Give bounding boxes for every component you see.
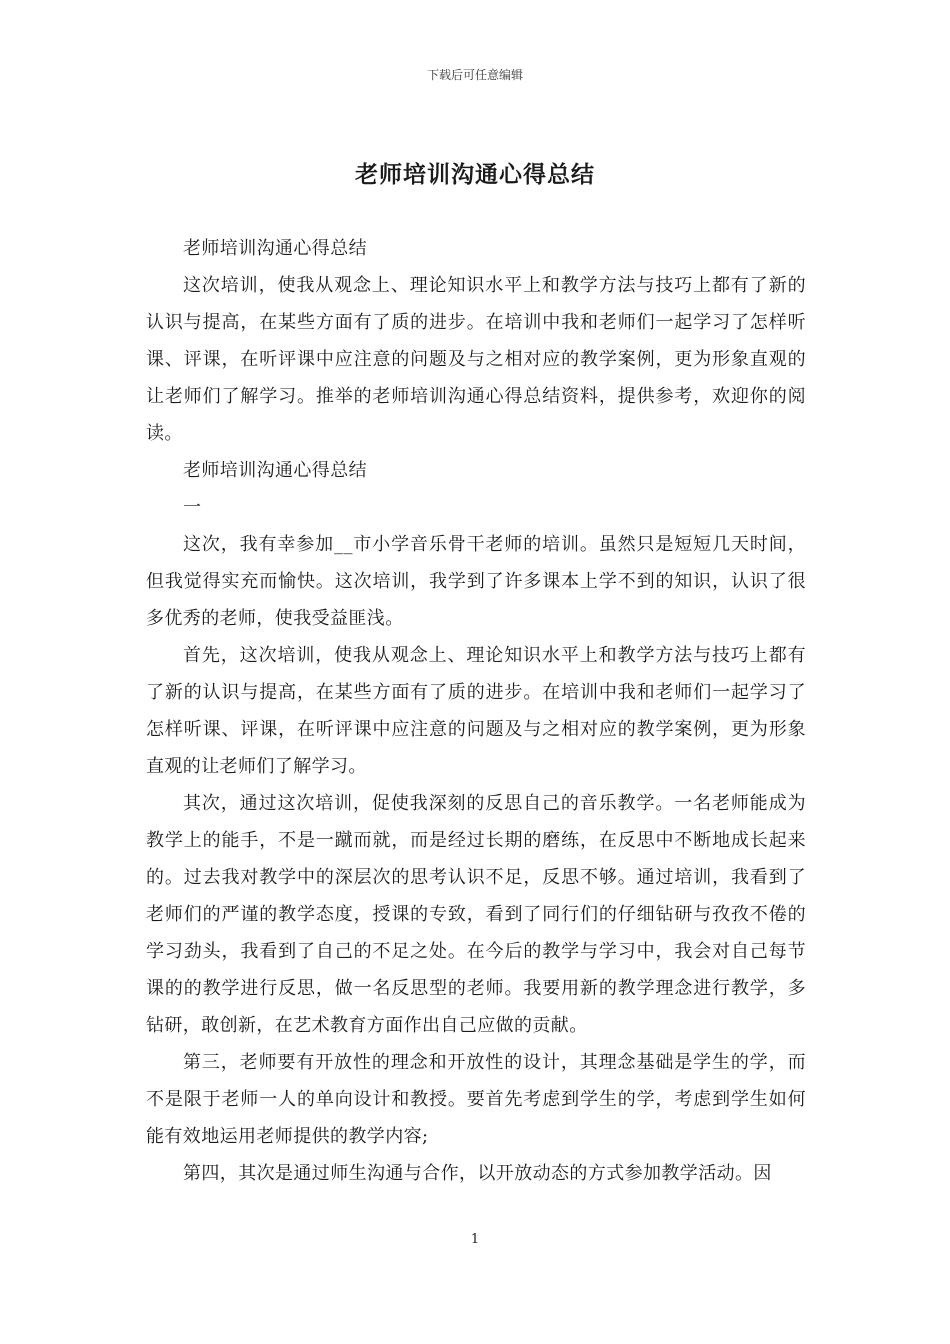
paragraph: 这次培训，使我从观念上、理论知识水平上和教学方法与技巧上都有了新的认识与提高，在某些方面有了质的进步。在培训中我和老师们一起学习了怎样听课、评课，在听评课中应注意的问题及与之相对应的教学案例，更为形象直观的让老师们了解学习。推举的老师培训沟通心得总结资料，提供参考，欢迎你的阅读。 bbox=[146, 275, 806, 444]
paragraph: 其次，通过这次培训，促使我深刻的反思自己的音乐教学。一名老师能成为教学上的能手，不是一蹴而就，而是经过长期的磨练，在反思中不断地成长起来的。过去我对教学中的深层次的思考认识不足，反思不够。通过培训，我看到了老师们的严谨的教学态度，授课的专致，看到了同行们的仔细钻研与孜孜不倦的学习劲头，我看到了自己的不足之处。在今后的教学与学习中，我会对自己每节课的的教学进行反思，做一名反思型的老师。我要用新的教学理念进行教学，多钻研，敢创新，在艺术教育方面作出自己应做的贡献。 bbox=[146, 793, 806, 1036]
paragraph: 首先，这次培训，使我从观念上、理论知识水平上和教学方法与技巧上都有了新的认识与提高，在某些方面有了质的进步。在培训中我和老师们一起学习了怎样听课、评课，在听评课中应注意的问题及与之相对应的教学案例，更为形象直观的让老师们了解学习。 bbox=[146, 645, 806, 777]
paragraph: 第四，其次是通过师生沟通与合作，以开放动态的方式参加教学活动。因 bbox=[183, 1163, 772, 1184]
page-number: 1 bbox=[470, 1232, 480, 1247]
paragraph: 第三，老师要有开放性的理念和开放性的设计，其理念基础是学生的学，而不是限于老师一人的单向设计和教授。要首先考虑到学生的学，考虑到学生如何能有效地运用老师提供的教学内容; bbox=[146, 1052, 806, 1147]
paragraph: 这次，我有幸参加__市小学音乐骨干老师的培训。虽然只是短短几天时间，但我觉得实充而愉快。这次培训，我学到了许多课本上学不到的知识，认识了很多优秀的老师，使我受益匪浅。 bbox=[146, 534, 806, 629]
document-body bbox=[146, 230, 806, 1192]
paragraph: 一 bbox=[183, 497, 202, 518]
paragraph: 老师培训沟通心得总结 bbox=[183, 238, 367, 259]
paragraph: 老师培训沟通心得总结 bbox=[183, 460, 367, 481]
page-header: 下载后可任意编辑 bbox=[426, 68, 523, 82]
document-title: 老师培训沟通心得总结 bbox=[355, 161, 595, 188]
